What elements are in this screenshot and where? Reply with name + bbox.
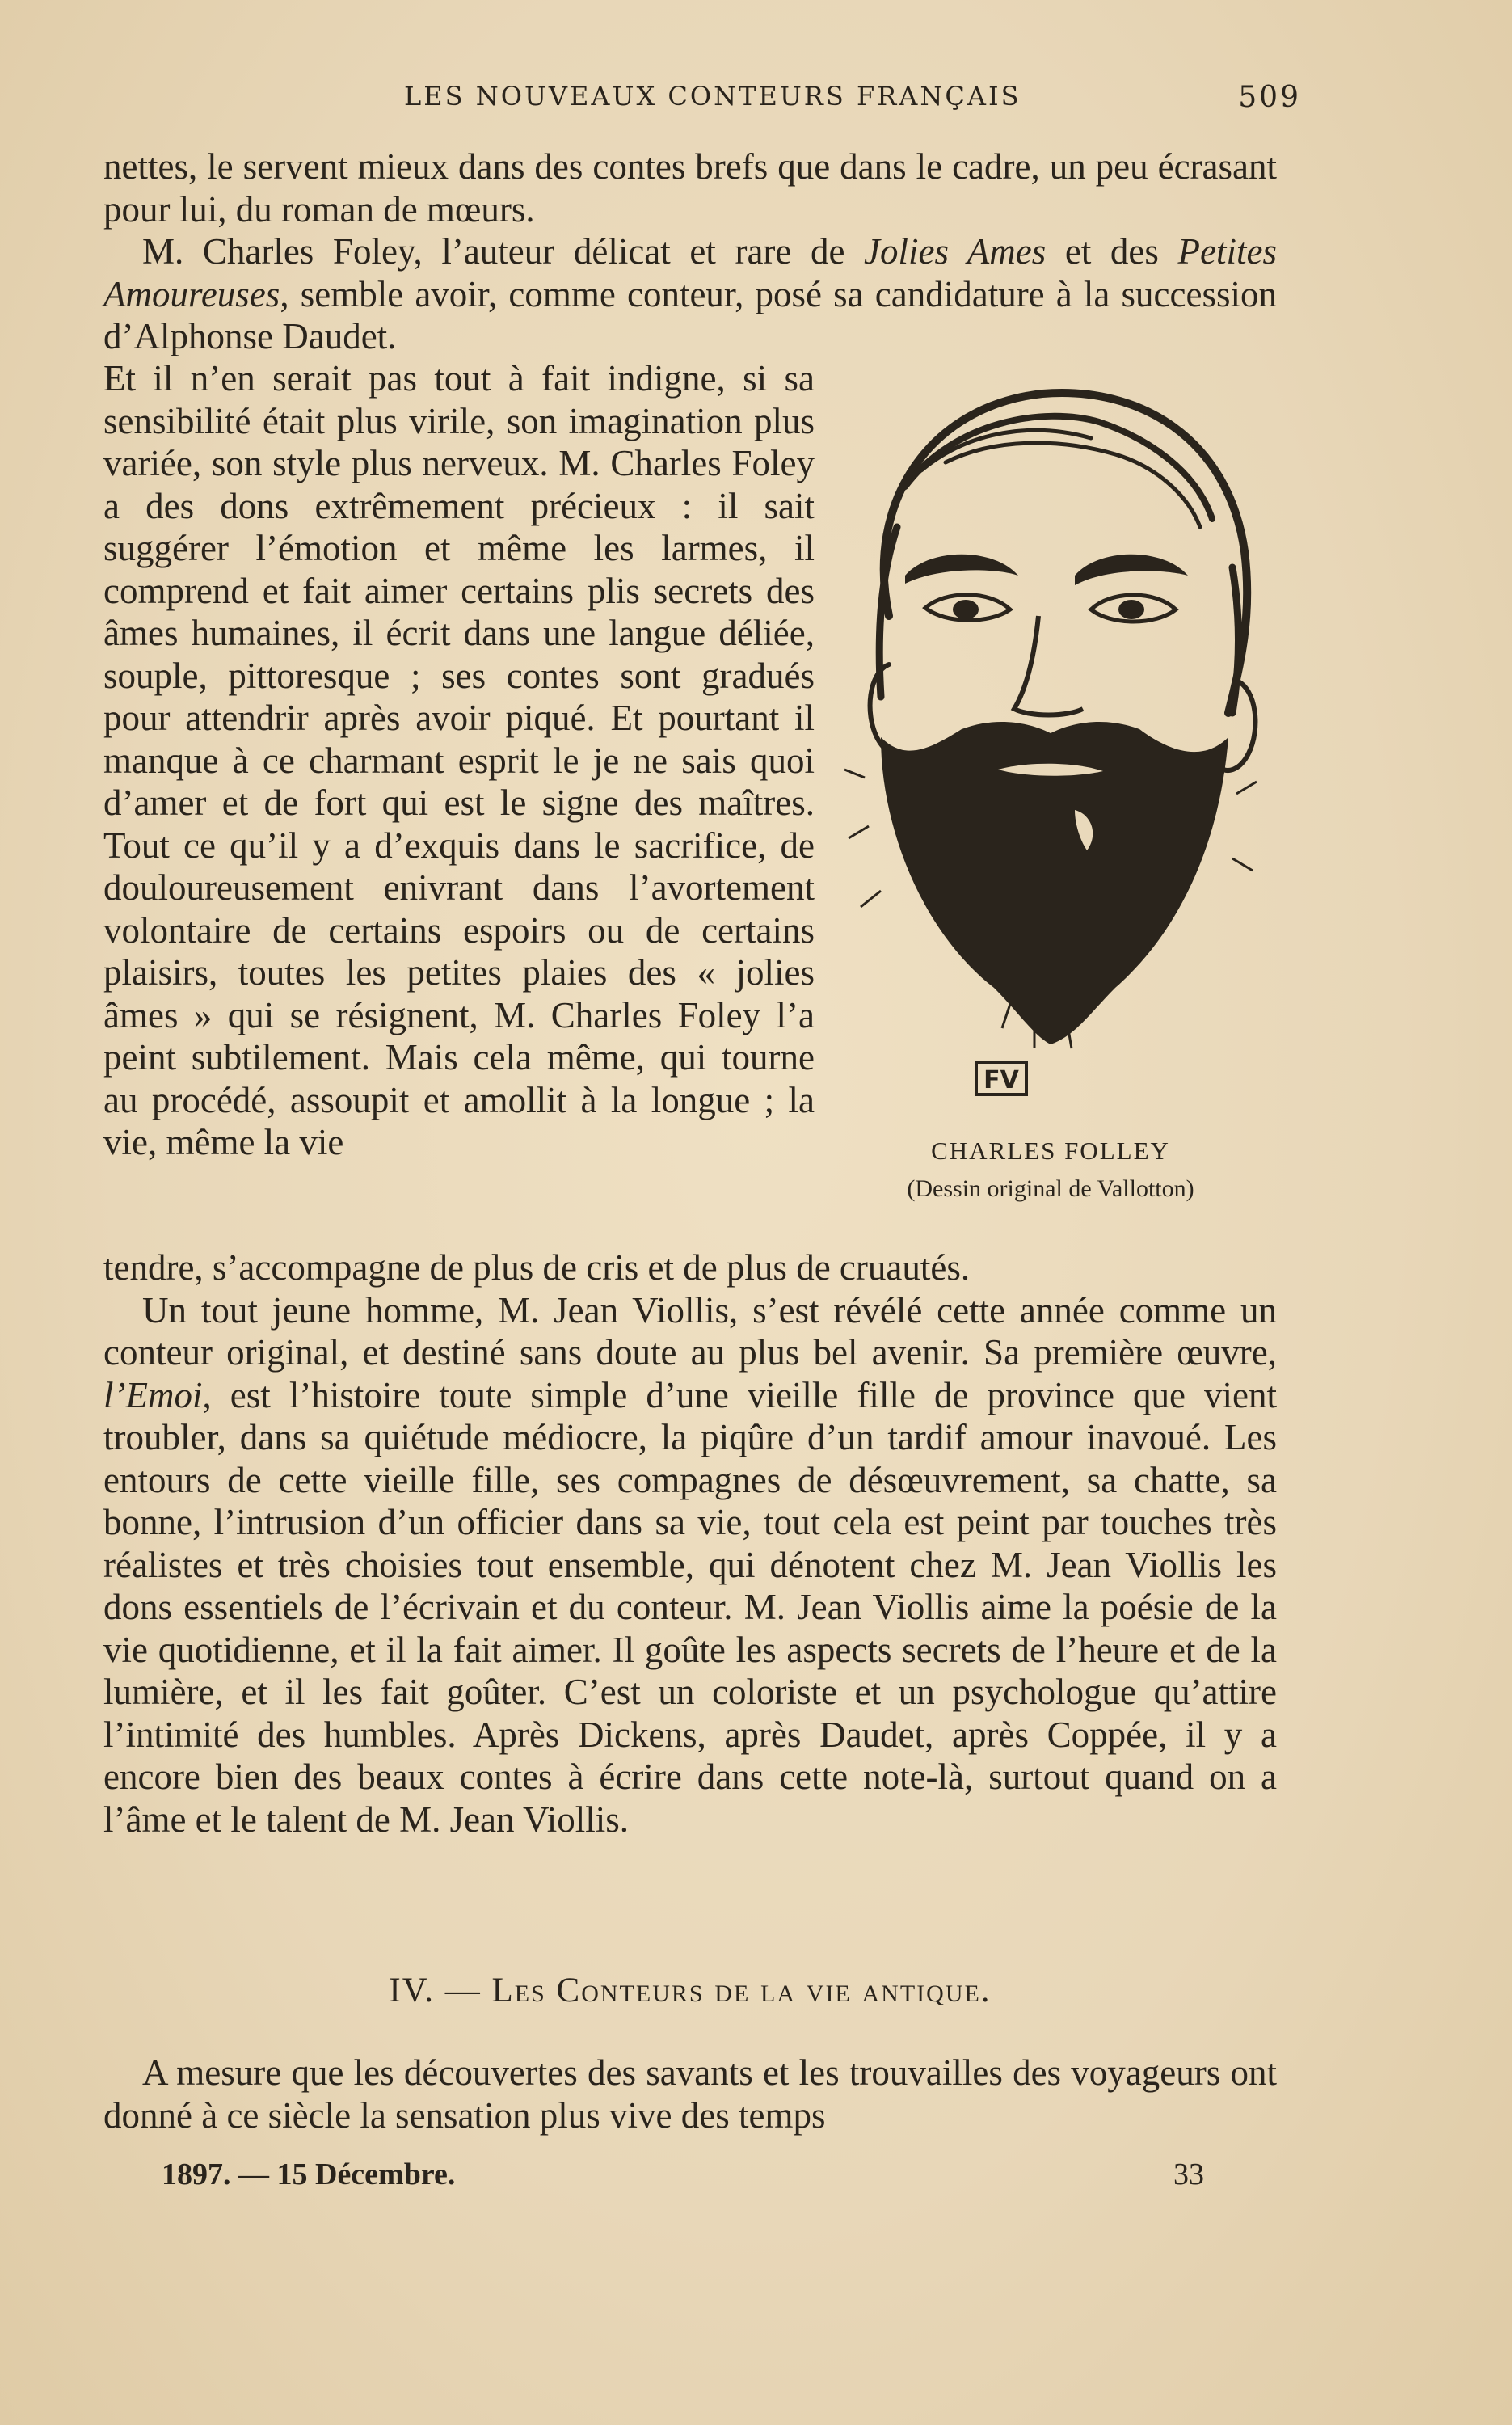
running-header: [105, 74, 1301, 115]
page-number: 509: [1238, 81, 1301, 114]
monogram-icon: [976, 1062, 1026, 1094]
text-run: , est l’histoire toute simple d’une vieille fille de province que vient troubler, dans sa quiétude médiocre, la piqûre d’un tardif amour inavoué. Les entours de cette vieille fille, ses compagnes de désœuvrement, sa chatte, sa bonne, l’intrusion d’un officier dans sa vie, tout cela est peint par touches très réalistes et très choisies tout ensemble, qui dénotent chez M. Jean Viollis les dons essentiels de l’écrivain et du conteur. M. Jean Viollis aime la poésie de la vie quotidienne, et il la fait aimer. Il goûte les aspects secrets de l’heure et de la lumière, et il les fait goûter. C’est un coloriste et un psychologue qu’attire l’intimité des humbles. Après Dickens, après Daudet, après Coppée, il y a encore bien des beaux contes à écrire dans cette note-là, surtout quand on a l’âme et le talent de M. Jean Viollis.: [103, 1374, 1277, 1840]
book-title: Petites Amoureuses: [103, 231, 1277, 314]
text-run: , semble avoir, comme conteur, posé sa candidature à la succession d’Alphonse Daudet.: [103, 273, 1277, 356]
svg-text:FV: FV: [983, 1066, 1019, 1094]
book-title: Jolies Ames: [864, 231, 1047, 272]
paragraph: [103, 230, 1277, 358]
paragraph-continued: Et il n’en serait pas tout à fait indigne, si sa sensibilité était plus virile, son imagination plus variée, son style plus nerveux. M. Charles Foley a des dons extrêmement précieux : il sait suggérer l’émotion et même les larmes, il comprend et fait aimer certains plis secrets des âmes humaines, il écrit dans une langue déliée, souple, pittoresque ; ses contes sont gradués pour attendrir après avoir piqué. Et pourtant il manque à ce charmant esprit le je ne sais quoi d’amer et de fort qui est le signe des maîtres. Tout ce qu’il y a d’exquis dans le sacrifice, de douloureusement enivrant dans l’avortement volontaire de certains espoirs ou de certains plaisirs, toutes les petites plaies des « jolies âmes » qui se résignent, M. Charles Foley l’a peint subtilement. Mais cela même, qui tourne au procédé, assoupit et amollit à la longue ; la vie, même la vie: [103, 358, 815, 1162]
portrait-illustration: [832, 373, 1269, 1141]
body-text-bottom: [103, 1246, 1277, 1841]
paragraph: A mesure que les découvertes des savants et les trouvailles des voyageurs ont donné à ce siècle la sensation plus vive des temps: [103, 2052, 1277, 2136]
paragraph: [103, 1289, 1277, 1841]
paragraph-tail: tendre, s’accompagne de plus de cris et de plus de cruautés.: [103, 1247, 971, 1288]
figure-caption-credit: (Dessin original de Vallotton): [907, 1175, 1194, 1202]
section-heading: IV. — Les Conteurs de la vie antique.: [389, 1972, 992, 2010]
body-text-top: [103, 146, 1277, 358]
paragraph: nettes, le servent mieux dans des contes brefs que dans le cadre, un peu écrasant pour lui, du roman de mœurs.: [103, 146, 1277, 230]
book-title: l’Emoi: [103, 1374, 203, 1415]
figure-caption-name: CHARLES FOLLEY: [931, 1137, 1170, 1165]
running-title: LES NOUVEAUX CONTEURS FRANÇAIS: [404, 81, 1021, 112]
body-text-section: [103, 2052, 1277, 2136]
body-text-wrapped: [103, 357, 815, 1164]
text-run: et des: [1046, 231, 1178, 272]
signature-mark: 33: [1173, 2157, 1204, 2191]
footer-date: 1897. — 15 Décembre.: [162, 2157, 456, 2191]
footer: [162, 2157, 1204, 2197]
text-run: M. Charles Foley, l’auteur délicat et rare de: [142, 231, 865, 272]
text-run: Un tout jeune homme, M. Jean Viollis, s’est révélé cette année comme un conteur original, et destiné sans doute au plus bel avenir. Sa première œuvre,: [103, 1289, 1277, 1373]
